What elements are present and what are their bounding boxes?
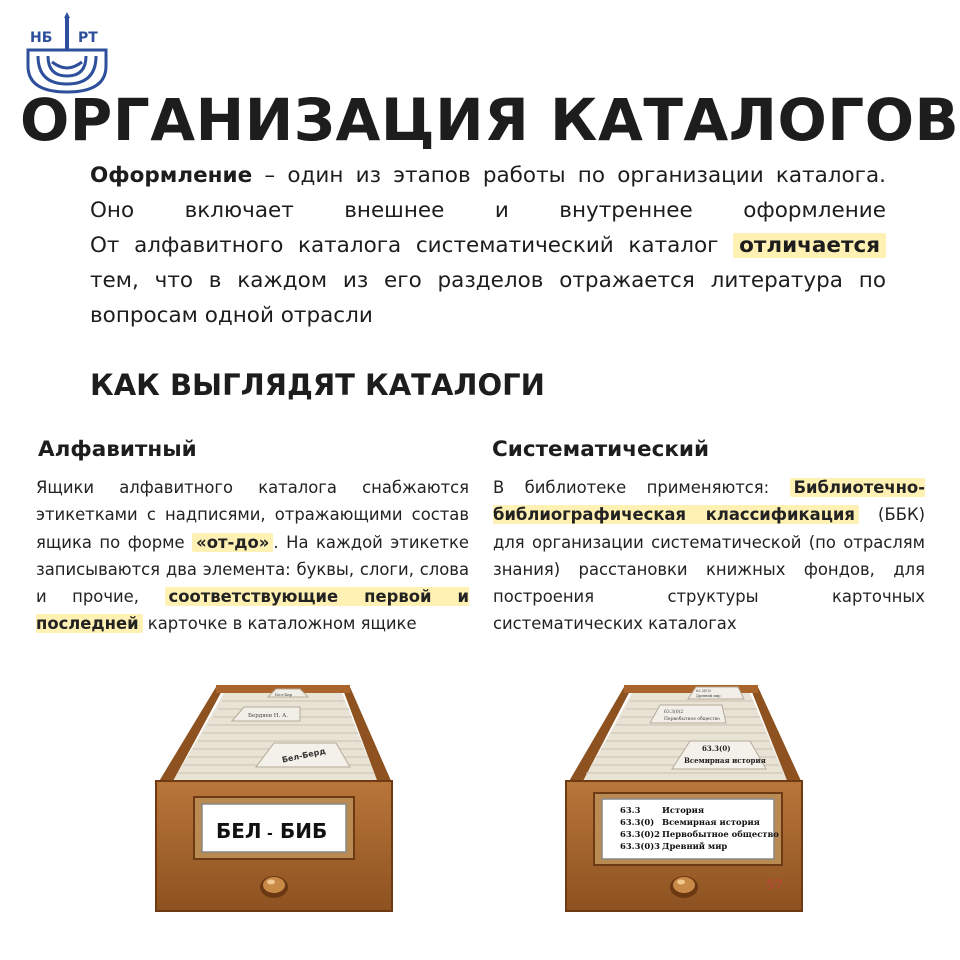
tab-back-text: Бел-Бир <box>275 692 293 697</box>
sys-row-text: Первобытное общество <box>662 829 779 839</box>
term-oformlenie: Оформление <box>90 163 253 188</box>
page-title: ОРГАНИЗАЦИЯ КАТАЛОГОВ <box>20 86 960 154</box>
sys-tab-back-code: 63.3(0)3 <box>696 689 711 693</box>
sys-row-text: Всемирная история <box>662 817 760 827</box>
sys-row-code: 63.3 <box>620 805 641 815</box>
highlight-first-last: соответствующие первой и последней <box>36 587 469 634</box>
sys-tab-front-text: Всемирная история <box>684 756 766 765</box>
sys-row-code: 63.3(0) <box>620 817 655 827</box>
library-logo <box>22 12 112 96</box>
page-number: 57 <box>766 878 783 893</box>
sys-tab-back-text: Древний мир <box>696 694 721 698</box>
logo-text-left: НБ <box>30 30 53 46</box>
intro-paragraph-2: От алфавитного каталога систематический каталог отличается тем, что в каждом из его разделов отражается литература по вопросам одной отрасли <box>90 233 886 328</box>
sys-tab-front-code: 63.3(0) <box>702 744 731 753</box>
systematic-description: В библиотеке применяются: Библиотечно-библиографическая классификация (ББК) для организации систематической (по отраслям знания) расстановки книжных фондов, для построения структуры карточных систематических каталогах <box>493 478 925 634</box>
sys-row-code: 63.3(0)3 <box>620 841 660 851</box>
section-heading: КАК ВЫГЛЯДЯТ КАТАЛОГИ <box>90 368 545 402</box>
highlight-otlichaetsya: отличается <box>733 233 886 258</box>
drawer-label-right: БИБ <box>280 819 328 843</box>
systematic-heading: Систематический <box>492 437 710 462</box>
alphabetical-drawer-image <box>150 675 400 915</box>
drawer-label-separator: - <box>267 826 273 842</box>
intro-text <box>90 158 886 333</box>
sys-row-text: Древний мир <box>662 841 728 851</box>
sys-row-code: 63.3(0)2 <box>620 829 660 839</box>
highlight-ot-do: «от-до» <box>192 533 273 552</box>
systematic-drawer-image <box>562 675 810 915</box>
tab-front-text: Бел-Берд <box>281 746 327 765</box>
sys-tab-mid-text: Первобытное общество <box>664 717 720 722</box>
alphabetical-description: Ящики алфавитного каталога снабжаются этикетками с надписями, отражающими состав ящика по форме «от-до» . На каждой этикетке записываются два элемента: буквы, слоги, слова и прочие, соответствующие первой и последней карточке в каталожном ящике <box>36 478 469 634</box>
alphabetical-heading: Алфавитный <box>38 437 197 462</box>
sys-tab-mid-code: 63.3(0)2 <box>664 710 684 715</box>
highlight-bbk: Библиотечно-библиографическая классификация <box>493 478 925 525</box>
sys-row-text: История <box>662 805 705 815</box>
drawer-label-left: БЕЛ <box>216 819 262 843</box>
logo-text-right: РТ <box>78 30 98 46</box>
intro-paragraph-1: Оформление – один из этапов работы по организации каталога. Оно включает внешнее и внутреннее оформление <box>90 163 886 223</box>
tab-mid-text: Бердяев Н. А. <box>248 713 288 719</box>
